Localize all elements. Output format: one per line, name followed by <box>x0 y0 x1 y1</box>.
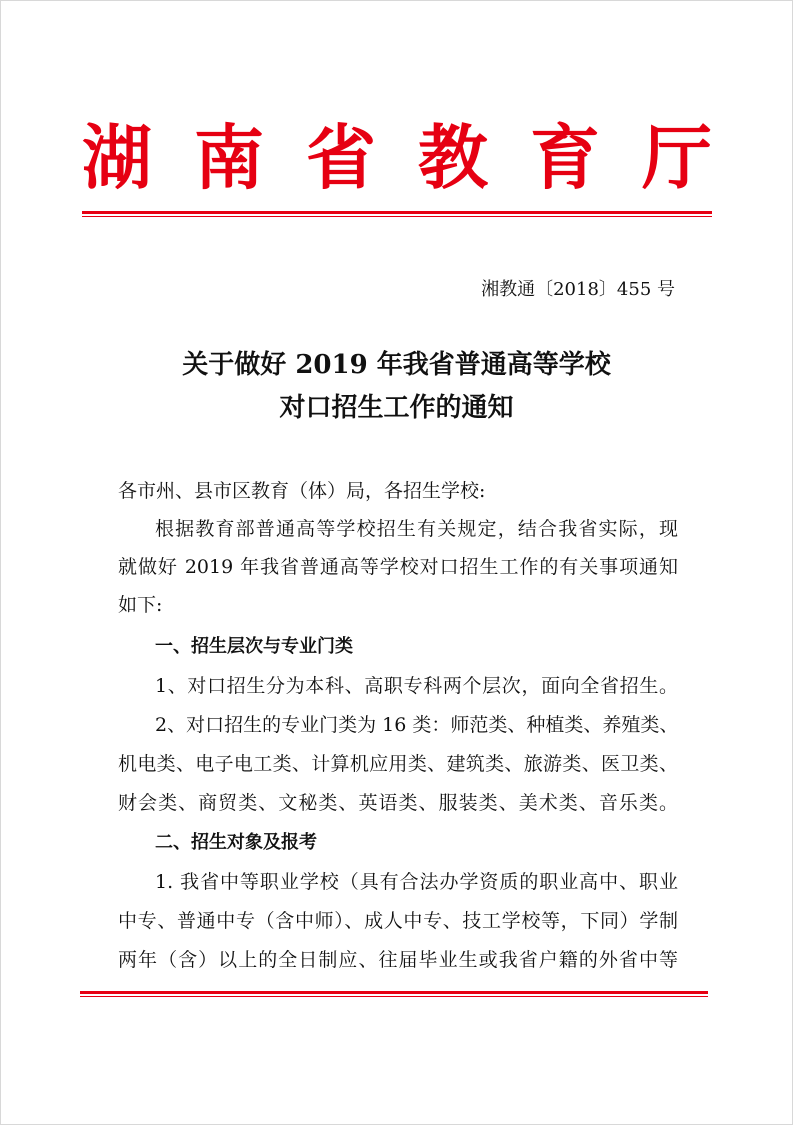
header-char: 南 <box>194 116 264 199</box>
section-2-heading: 二、招生对象及报考 <box>155 832 317 853</box>
section-1-item-2-line: 财会类、商贸类、文秘类、英语类、服装类、美术类、音乐类。 <box>118 792 678 814</box>
header-char: 厅 <box>642 116 712 199</box>
section-1-item-2-line: 机电类、电子电工类、计算机应用类、建筑类、旅游类、医卫类、 <box>118 753 678 775</box>
intro-paragraph-line: 就做好 2019 年我省普通高等学校对口招生工作的有关事项通知 <box>118 556 678 578</box>
section-1-item-1: 1、对口招生分为本科、高职专科两个层次，面向全省招生。 <box>155 675 678 697</box>
section-2-item-1-line: 中专、普通中专（含中师）、成人中专、技工学校等，下同）学制 <box>118 910 678 932</box>
intro-paragraph-line: 如下: <box>118 594 163 616</box>
header-char: 育 <box>530 116 600 199</box>
section-2-item-1-line: 两年（含）以上的全日制应、往届毕业生或我省户籍的外省中等 <box>118 949 678 971</box>
section-1-item-2-line: 2、对口招生的专业门类为 16 类：师范类、种植类、养殖类、 <box>155 714 679 736</box>
salutation: 各市州、县市区教育（体）局，各招生学校: <box>118 480 486 502</box>
header-char: 湖 <box>82 116 152 199</box>
section-2-item-1-line: 1. 我省中等职业学校（具有合法办学资质的职业高中、职业 <box>155 871 678 893</box>
header-char: 教 <box>418 116 488 199</box>
intro-paragraph-line: 根据教育部普通高等学校招生有关规定，结合我省实际，现 <box>155 518 678 540</box>
header-char: 省 <box>306 116 376 199</box>
issuing-authority-header <box>82 116 712 200</box>
footer-red-rule-thick <box>80 991 708 994</box>
header-red-rule-thick <box>82 211 712 214</box>
document-title-line-1: 关于做好 2019 年我省普通高等学校 <box>182 350 611 380</box>
header-red-rule-thin <box>82 216 712 217</box>
document-number: 湘教通〔2018〕455 号 <box>481 279 675 300</box>
footer-red-rule-thin <box>80 996 708 997</box>
document-title-line-2: 对口招生工作的通知 <box>279 393 514 423</box>
section-1-heading: 一、招生层次与专业门类 <box>155 636 353 657</box>
